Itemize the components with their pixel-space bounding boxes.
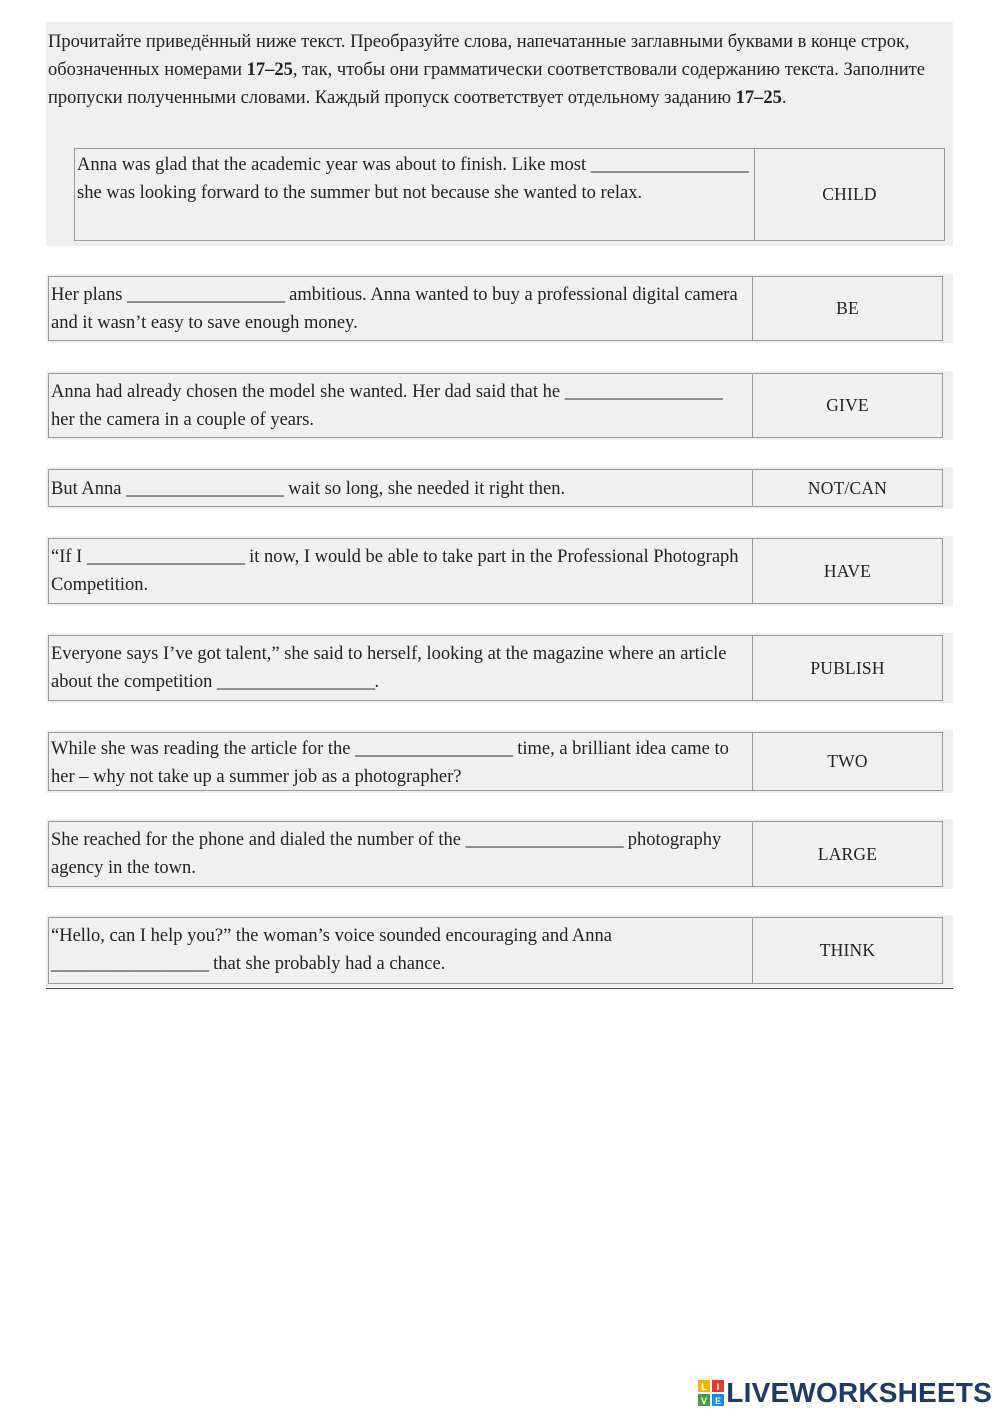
task-range: 17–25 [735,88,782,108]
task-block-4 [46,467,953,509]
task-sentence: “If I __________________ it now, I would be able to take part in the Professional Photograph Competition. [49,539,753,603]
task-row-2 [48,276,943,341]
key-word: TWO [827,751,868,771]
task-sentence: She reached for the phone and dialed the number of the __________________ photography agency in the town. [49,822,753,886]
task-range: 17–25 [246,60,293,80]
answer-blank[interactable]: __________________ [86,547,245,567]
answer-blank[interactable]: __________________ [355,739,513,759]
task-row-4 [48,469,943,507]
task-block-2 [46,274,953,343]
key-word: HAVE [823,560,872,581]
answer-blank[interactable]: __________________ [564,382,723,402]
key-word: PUBLISH [810,657,885,678]
task-sentence: Everyone says I’ve got talent,” she said to herself, looking at the magazine where an article about the competition __________________. [49,636,753,700]
instructions-text: Прочитайте приведённый ниже текст. Преобразуйте слова, напечатанные заглавными буквами в конце строк, обозначенных номерами 17–25, так, чтобы они грамматически соответствовали содержанию текста. Заполните пропуски полученными словами. Каждый пропуск соответствует отдельному заданию 17–25. [48,32,925,108]
svg-text:L: L [701,1382,708,1392]
svg-text:V: V [701,1396,708,1406]
svg-text:E: E [715,1396,722,1406]
task-row-6 [48,635,943,701]
task-row-9 [48,917,943,984]
key-word: BE [836,298,859,318]
task-row-1 [74,148,945,241]
task-block-7 [46,730,953,793]
task-sentence: Her plans __________________ ambitious. Anna wanted to buy a professional digital camera and it wasn’t easy to save enough money. [49,277,753,340]
task-row-3 [48,373,943,438]
key-word: CHILD [822,184,877,204]
task-sentence: Anna had already chosen the model she wanted. Her dad said that he __________________ her the camera in a couple of years. [49,374,753,437]
task-sentence: “Hello, can I help you?” the woman’s voice sounded encouraging and Anna __________________ that she probably had a chance. [49,918,753,983]
task-row-8 [48,821,943,887]
answer-blank[interactable]: __________________ [127,285,285,305]
task-block-3 [46,371,953,440]
instructions-block [46,22,953,246]
task-sentence: But Anna __________________ wait so long, she needed it right then. [49,470,753,506]
task-block-9 [46,915,953,987]
answer-blank[interactable]: __________________ [51,954,209,974]
key-word: NOT/CAN [807,477,888,498]
task-sentence: Anna was glad that the academic year was about to finish. Like most __________________ she was looking forward to the summer but not because she wanted to relax. [75,149,755,240]
answer-blank[interactable]: __________________ [590,155,749,175]
key-word: LARGE [817,843,878,864]
liveworksheets-logo[interactable] [698,1378,992,1408]
logo-text: LIVEWORKSHEETS [726,1377,992,1408]
task-block-6 [46,633,953,703]
bottom-divider [46,988,953,989]
liveworksheets-logo-icon [698,1380,724,1406]
task-sentence: While she was reading the article for the __________________ time, a brilliant idea came to her – why not take up a summer job as a photographer? [49,733,753,790]
answer-blank[interactable]: __________________ [465,830,624,850]
task-row-5 [48,538,943,604]
answer-blank[interactable]: __________________ [126,479,284,499]
key-word: GIVE [826,395,869,415]
task-row-7 [48,732,943,791]
svg-text:I: I [717,1382,720,1392]
task-block-5 [46,536,953,606]
key-word: THINK [819,940,876,960]
answer-blank[interactable]: __________________ [216,672,375,692]
task-block-8 [46,819,953,889]
